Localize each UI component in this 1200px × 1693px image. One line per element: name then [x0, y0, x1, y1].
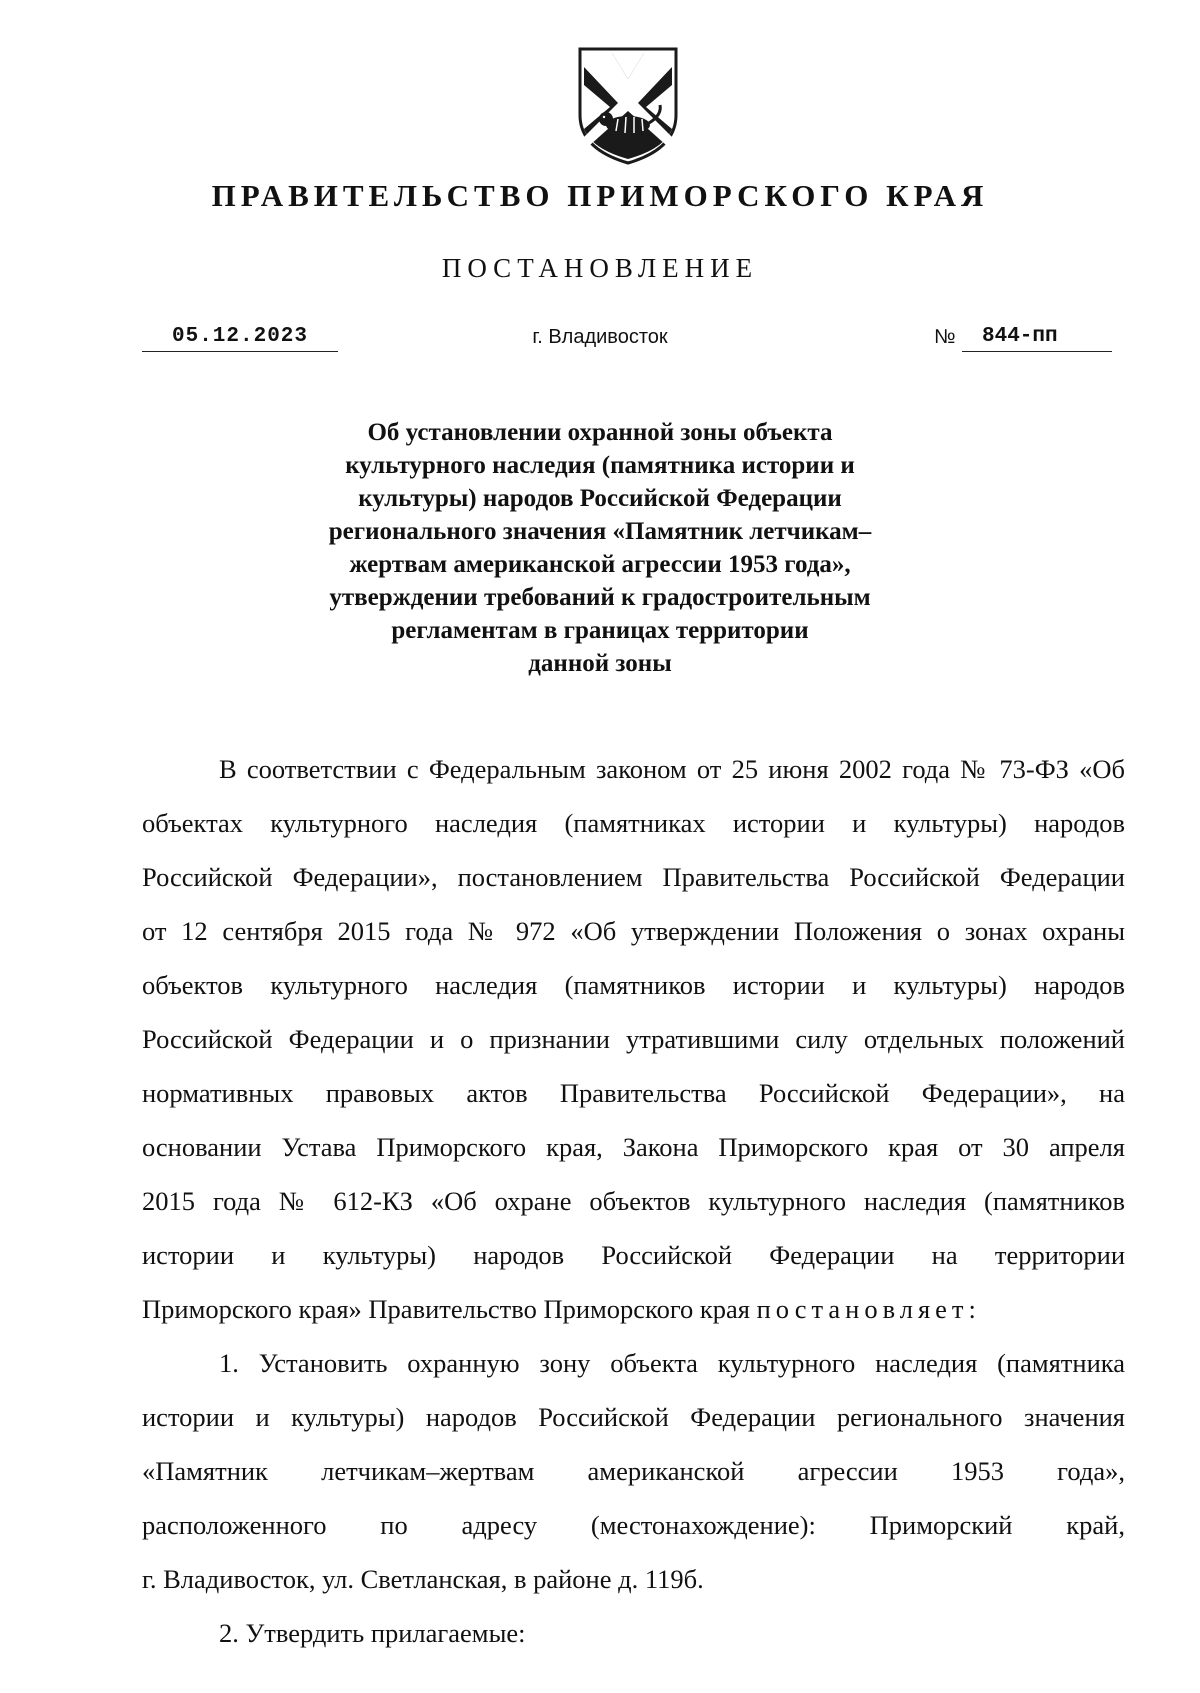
- document-city: г. Владивосток: [532, 326, 668, 348]
- body-line: «Памятник летчикам–жертвам американской агрессии 1953 года»,: [142, 1456, 1125, 1486]
- body-line: истории и культуры) народов Российской Федерации на территории: [142, 1240, 1125, 1270]
- body-line: В соответствии с Федеральным законом от 25 июня 2002 года № 73-ФЗ «Об: [219, 754, 1125, 784]
- subject-line: регионального значения «Памятник летчикам–: [328, 518, 872, 545]
- body-line: объектов культурного наследия (памятников истории и культуры) народов: [142, 970, 1125, 1000]
- subject-line: культуры) народов Российской Федерации: [358, 485, 842, 512]
- body-line: 2. Утвердить прилагаемые:: [219, 1618, 526, 1648]
- document-type: ПОСТАНОВЛЕНИЕ: [441, 253, 759, 283]
- subject-line: жертвам американской агрессии 1953 года»,: [349, 551, 851, 578]
- body-line: [142, 1282, 1125, 1336]
- body-line: расположенного по адресу (местонахождение): Приморский край,: [142, 1510, 1125, 1540]
- document-body: [142, 742, 1125, 1660]
- clause-2-paragraph: [142, 1606, 1125, 1660]
- resolves-word: постановляет:: [756, 1294, 981, 1324]
- body-line: основании Устава Приморского края, Закона Приморского края от 30 апреля: [142, 1132, 1125, 1162]
- document-number: 844-пп: [962, 323, 1112, 352]
- number-sign: №: [934, 326, 956, 348]
- body-line: истории и культуры) народов Российской Федерации регионального значения: [142, 1402, 1125, 1432]
- body-line: от 12 сентября 2015 года № 972 «Об утверждении Положения о зонах охраны: [142, 916, 1125, 946]
- subject-line: данной зоны: [528, 650, 672, 677]
- body-line: 2015 года № 612-КЗ «Об охране объектов культурного наследия (памятников: [142, 1186, 1125, 1216]
- body-line: Российской Федерации», постановлением Правительства Российской Федерации: [142, 862, 1125, 892]
- body-line: г. Владивосток, ул. Светланская, в районе д. 119б.: [142, 1564, 704, 1594]
- clause-1-paragraph: [142, 1336, 1125, 1606]
- document-date: 05.12.2023: [142, 323, 338, 352]
- body-line: объектах культурного наследия (памятниках истории и культуры) народов: [142, 808, 1125, 838]
- body-line: 1. Установить охранную зону объекта культурного наследия (памятника: [219, 1348, 1125, 1378]
- subject-line: регламентам в границах территории: [391, 617, 809, 644]
- subject-line: утверждении требований к градостроительным: [329, 584, 871, 611]
- government-title: ПРАВИТЕЛЬСТВО ПРИМОРСКОГО КРАЯ: [211, 178, 989, 213]
- preamble-paragraph: [142, 742, 1125, 1336]
- subject-line: культурного наследия (памятника истории и: [345, 452, 855, 479]
- document-subject: [0, 416, 1200, 680]
- coat-of-arms-icon: [576, 45, 680, 167]
- subject-line: Об установлении охранной зоны объекта: [367, 419, 833, 446]
- body-line: Российской Федерации и о признании утратившими силу отдельных положений: [142, 1024, 1125, 1054]
- body-line-text: Приморского края» Правительство Приморского края: [142, 1294, 757, 1324]
- body-line: нормативных правовых актов Правительства Российской Федерации», на: [142, 1078, 1125, 1108]
